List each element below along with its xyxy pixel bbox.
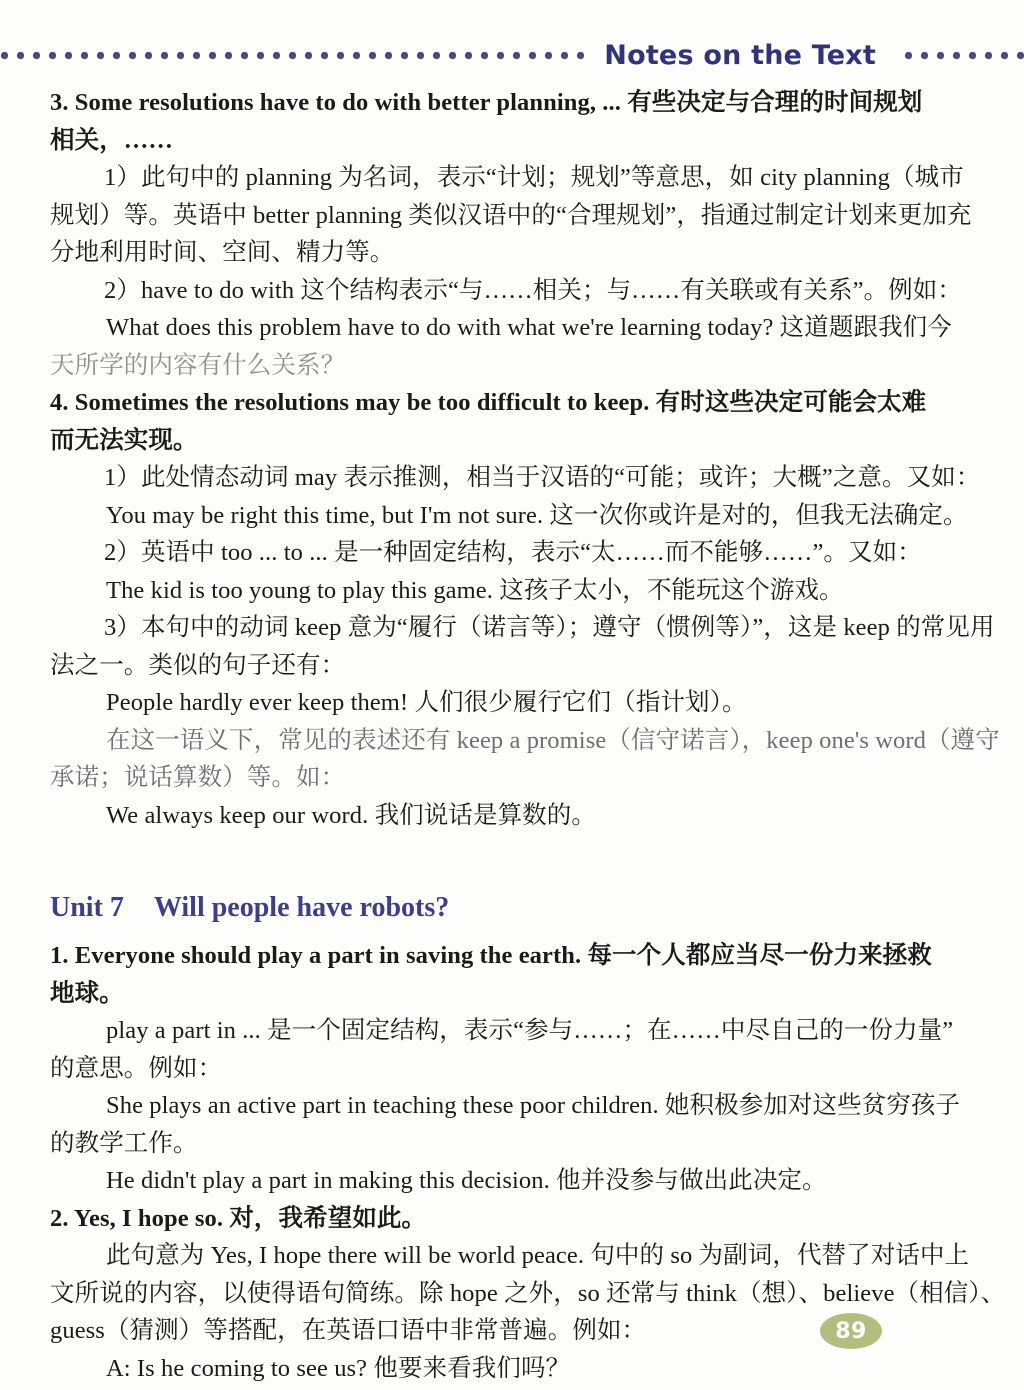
unit-number: Unit 7: [50, 892, 124, 923]
note-example-line: The kid is too young to play this game. 这孩子太小，不能玩这个游戏。: [106, 576, 844, 604]
page-title: Notes on the Text: [604, 39, 876, 71]
note-heading-line: 2. Yes, I hope so. 对，我希望如此。: [50, 1204, 427, 1232]
note-example-line: She plays an active part in teaching these poor children. 她积极参加对这些贫穷孩子: [106, 1092, 961, 1119]
note-sub-line: 1）此句中的 planning 为名词，表示“计划；规划”等意思，如 city planning（城市: [104, 164, 964, 191]
running-header: [0, 38, 1024, 72]
note-body-line: 此句意为 Yes, I hope there will be world peace. 句中的 so 为副词，代替了对话中上: [106, 1242, 970, 1269]
note-heading-line: 相关，……: [50, 126, 173, 154]
note-heading-line: 而无法实现。: [50, 426, 198, 454]
note-example-line: 的教学工作。: [50, 1129, 198, 1157]
note-sub-line: 分地利用时间、空间、精力等。: [50, 239, 395, 266]
note-example-line: He didn't play a part in making this decision. 他并没参与做出此决定。: [106, 1167, 827, 1194]
note-sub-line: 3）本句中的动词 keep 意为“履行（诺言等）；遵守（惯例等）”，这是 keep 的常见用: [104, 614, 995, 641]
note-body-line: 的意思。例如：: [50, 1054, 223, 1082]
note-example-line: 天所学的内容有什么关系？: [50, 351, 346, 379]
note-heading-line: 4. Sometimes the resolutions may be too difficult to keep. 有时这些决定可能会太难: [50, 389, 927, 416]
note-heading-line: 1. Everyone should play a part in saving the earth. 每一个人都应当尽一份力来拯救: [50, 942, 932, 969]
note-sub-line: 法之一。类似的句子还有：: [50, 651, 346, 679]
note-example-line: What does this problem have to do with what we're learning today? 这道题跟我们今: [106, 314, 952, 341]
note-example-line: 在这一语义下，常见的表述还有 keep a promise（信守诺言），keep one's word（遵守: [106, 726, 1000, 754]
note-example-line: We always keep our word. 我们说话是算数的。: [106, 801, 596, 829]
note-example-line: A: Is he coming to see us? 他要来看我们吗？: [106, 1354, 571, 1382]
note-body-line: play a part in ... 是一个固定结构，表示“参与……；在……中尽自己的一份力量”: [106, 1017, 954, 1044]
note-sub-line: 2）英语中 too ... to ... 是一种固定结构，表示“太……而不能够……”。又如：: [104, 539, 922, 566]
note-heading-line: 地球。: [50, 979, 124, 1007]
page-body: [50, 84, 1006, 1387]
note-heading-line: 3. Some resolutions have to do with better planning, ... 有些决定与合理的时间规划: [50, 89, 923, 116]
note-sub-line: 1）此处情态动词 may 表示推测，相当于汉语的“可能；或许；大概”之意。又如：: [104, 464, 981, 491]
unit-heading: [50, 888, 974, 928]
section-spacer: [50, 834, 974, 888]
dot-rail-icon: [904, 51, 1024, 60]
note-sub-line: 2）have to do with 这个结构表示“与……相关；与……有关联或有关系”。例如：: [104, 276, 962, 304]
heading-spacer: [50, 928, 974, 937]
note-example-line: People hardly ever keep them! 人们很少履行它们（指计划）。: [106, 689, 747, 716]
note-body-line: 文所说的内容，以使得语句简练。除 hope 之外，so 还常与 think（想）、believe（相信）、: [50, 1279, 1006, 1307]
note-sub-line: 规划）等。英语中 better planning 类似汉语中的“合理规划”，指通过制定计划来更加充: [50, 201, 972, 229]
note-example-line: You may be right this time, but I'm not sure. 这一次你或许是对的，但我无法确定。: [106, 501, 968, 529]
dot-rail-icon: [0, 51, 588, 60]
note-example-line: 承诺；说话算数）等。如：: [50, 764, 346, 791]
page-number-badge: 89: [820, 1313, 882, 1349]
unit-title: Will people have robots?: [153, 892, 450, 923]
note-body-line: guess（猜测）等搭配，在英语口语中非常普遍。例如：: [50, 1317, 647, 1344]
